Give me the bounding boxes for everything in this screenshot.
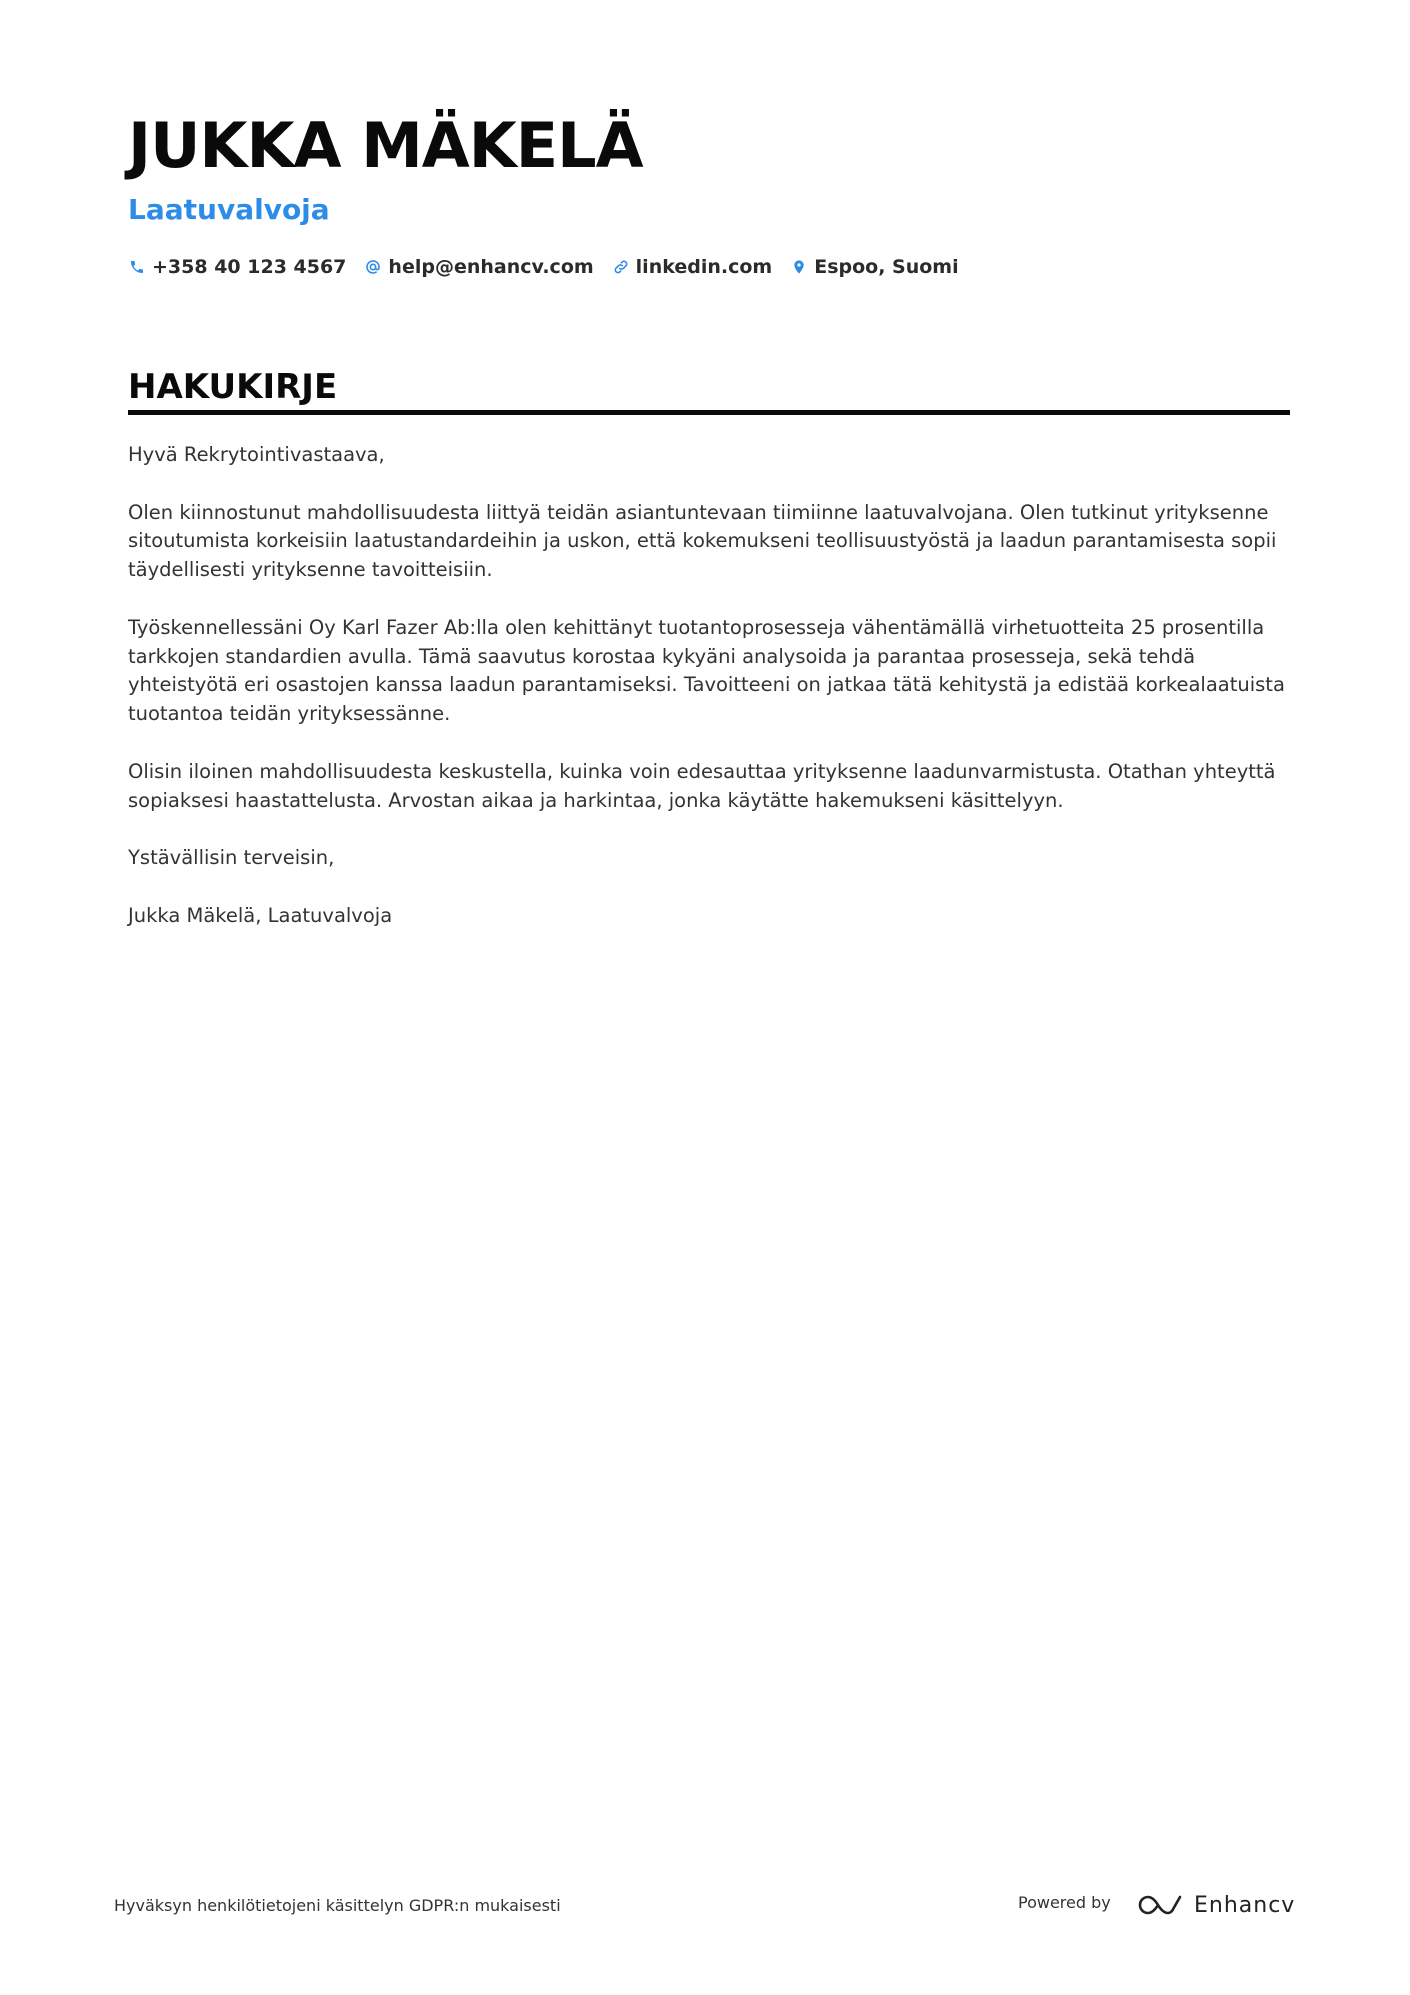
letter-greeting: Hyvä Rekrytointivastaava, [128, 443, 385, 466]
contact-location-text: Espoo, Suomi [814, 256, 959, 278]
gdpr-consent-note: Hyväksyn henkilötietojeni käsittelyn GDPR:n mukaisesti [114, 1896, 561, 1915]
contact-linkedin[interactable] [612, 256, 773, 278]
powered-by-label: Powered by [1018, 1893, 1111, 1912]
at-icon [364, 258, 382, 276]
contact-bar [128, 252, 959, 282]
contact-linkedin-text: linkedin.com [635, 256, 773, 278]
contact-phone-text: +358 40 123 4567 [152, 256, 347, 278]
applicant-name: JUKKA MÄKELÄ [128, 109, 643, 182]
enhancv-logo-icon [1138, 1891, 1184, 1919]
letter-paragraph: Olisin iloinen mahdollisuudesta keskustella, kuinka voin edesauttaa yrityksenne laadunvarmistusta. Otathan yhteyttä sopiaksesi haastattelusta. Arvostan aikaa ja harkintaa, jonka käytätte hakemukseni käsittelyyn. [128, 759, 1276, 812]
enhancv-brand-link[interactable] [1138, 1885, 1295, 1925]
contact-phone[interactable] [128, 256, 346, 278]
contact-location [790, 256, 958, 278]
link-icon [612, 258, 630, 276]
letter-body [128, 441, 1290, 959]
contact-email[interactable] [364, 256, 593, 278]
section-title: HAKUKIRJE [128, 367, 338, 407]
location-pin-icon [790, 258, 808, 276]
phone-icon [128, 258, 146, 276]
letter-paragraph: Olen kiinnostunut mahdollisuudesta liittyä teidän asiantuntevaan tiimiinne laatuvalvojana. Olen tutkinut yrityksenne sitoutumista korkeisiin laatustandardeihin ja uskon, että kokemukseni teollisuustyöstä ja laadun parantamisesta sopii täydellisesti yrityksenne tavoitteisiin. [128, 500, 1277, 582]
contact-email-text: help@enhancv.com [388, 256, 594, 278]
job-title: Laatuvalvoja [128, 193, 330, 226]
letter-paragraph: Työskennellessäni Oy Karl Fazer Ab:lla olen kehittänyt tuotantoprosesseja vähentämällä virhetuotteita 25 prosentilla tarkkojen standardien avulla. Tämä saavutus korostaa kykyäni analysoida ja parantaa prosesseja, sekä tehdä yhteistyötä eri osastojen kanssa laadun parantamiseksi. Tavoitteeni on jatkaa tätä kehitystä ja edistää korkealaatuista tuotantoa teidän yrityksessänne. [128, 615, 1285, 726]
letter-closing: Ystävällisin terveisin, [128, 846, 335, 870]
enhancv-brand-name: Enhancv [1194, 1892, 1296, 1918]
letter-signature: Jukka Mäkelä, Laatuvalvoja [128, 903, 393, 927]
section-divider [128, 410, 1290, 415]
